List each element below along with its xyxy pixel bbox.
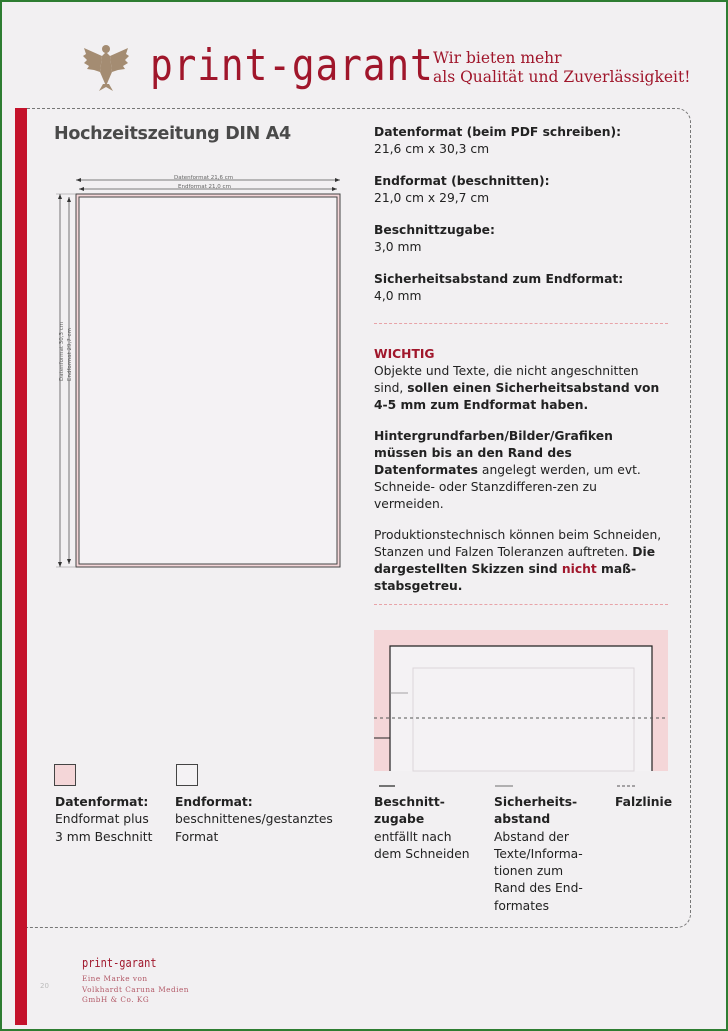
wichtig-p3-red: nicht: [561, 562, 597, 576]
spec-label: Sicherheitsabstand zum Endformat:: [374, 272, 624, 286]
legend-sicherheit: [494, 794, 599, 915]
tagline: [433, 49, 690, 87]
format-diagram: [50, 172, 350, 572]
legend-beschnitt: [374, 794, 474, 863]
wichtig-p2-normal: angelegt werden, um evt. Schneide- oder Stanzdifferen-zen zu vermeiden.: [374, 463, 641, 511]
spec-value: 3,0 mm: [374, 240, 422, 254]
spec-value: 21,0 cm x 29,7 cm: [374, 191, 490, 205]
footer-brand: print-garant: [82, 956, 157, 970]
spec-value: 21,6 cm x 30,3 cm: [374, 142, 490, 156]
footer-publisher: [82, 974, 189, 1006]
legend-desc: Abstand der Texte/Informa-tionen zum Rand des End-formates: [494, 829, 583, 913]
legend-desc: entfällt nach dem Schneiden: [374, 829, 470, 861]
divider: [374, 604, 668, 605]
spec-item: [374, 173, 674, 207]
wichtig-p2-bold: Hintergrundfarben/Bilder/Grafiken müssen bis an den Rand des Datenformates: [374, 429, 613, 477]
spec-item: [374, 271, 674, 305]
endformat-area: [390, 646, 652, 771]
spec-label: Datenformat (beim PDF schreiben):: [374, 125, 622, 139]
legend-datenformat: [55, 794, 185, 846]
spec-label: Endformat (beschnitten):: [374, 174, 550, 188]
wichtig-block: [374, 346, 670, 595]
eagle-icon: [82, 42, 130, 92]
spec-list: [374, 124, 674, 305]
spec-value: 4,0 mm: [374, 289, 422, 303]
brand-logo-text: print-garant: [150, 40, 434, 91]
spec-label: Beschnittzugabe:: [374, 223, 495, 237]
legend-title: Sicherheits-abstand: [494, 795, 578, 827]
swatch-endformat: [176, 764, 198, 786]
footer-sub-line: Eine Marke von: [82, 974, 148, 983]
wichtig-p1-bold: sollen einen Sicherheitsabstand von 4-5 mm zum Endformat haben.: [374, 381, 660, 412]
legend-title: Datenformat:: [55, 795, 149, 809]
legend-falzlinie: [615, 794, 685, 811]
wichtig-heading: WICHTIG: [374, 347, 435, 361]
legend-endformat: [175, 794, 345, 846]
footer-sub-line: Volkhardt Caruna Medien: [82, 984, 190, 994]
legend-desc: beschnittenes/gestanztes Format: [175, 812, 333, 844]
red-side-bar: [15, 108, 27, 1025]
spec-item: [374, 222, 674, 256]
tagline-line1: Wir bieten mehr: [433, 49, 562, 67]
endformat-rect: [79, 197, 337, 564]
wichtig-p1-normal: Objekte und Texte, die nicht angeschnitten sind,: [374, 364, 639, 395]
wichtig-paragraph-1: [374, 363, 670, 414]
label-datenformat-width: Datenformat 21,6 cm: [174, 175, 234, 181]
swatch-datenformat: [54, 764, 76, 786]
label-datenformat-height: Datenformat 30,3 cm: [59, 321, 65, 381]
wichtig-p3-normal: Produktionstechnisch können beim Schneiden, Stanzen und Falzen Toleranzen auftreten.: [374, 528, 662, 559]
spec-item: [374, 124, 674, 158]
label-endformat-width: Endformat 21,0 cm: [178, 184, 231, 190]
legend-desc: Endformat plus 3 mm Beschnitt: [55, 812, 153, 844]
wichtig-paragraph-2: [374, 428, 670, 513]
legend-title: Beschnitt-zugabe: [374, 795, 445, 827]
footer-sub-line: GmbH & Co. KG: [82, 995, 150, 1004]
tagline-line2: als Qualität und Zuverlässigkeit!: [433, 68, 691, 86]
legend-title: Falzlinie: [615, 795, 673, 809]
wichtig-p3-bold-a: Die dargestellten Skizzen sind: [374, 545, 656, 576]
detail-sketch: [374, 630, 670, 790]
legend-title: Endformat:: [175, 795, 253, 809]
wichtig-paragraph-3: [374, 527, 670, 595]
page-title: Hochzeitszeitung DIN A4: [54, 124, 291, 144]
wichtig-p3-bold-b: maß-stabsgetreu.: [374, 562, 637, 593]
page-number: 20: [40, 982, 49, 990]
label-endformat-height: Endformat 29,7 cm: [67, 328, 73, 381]
divider: [374, 323, 668, 324]
